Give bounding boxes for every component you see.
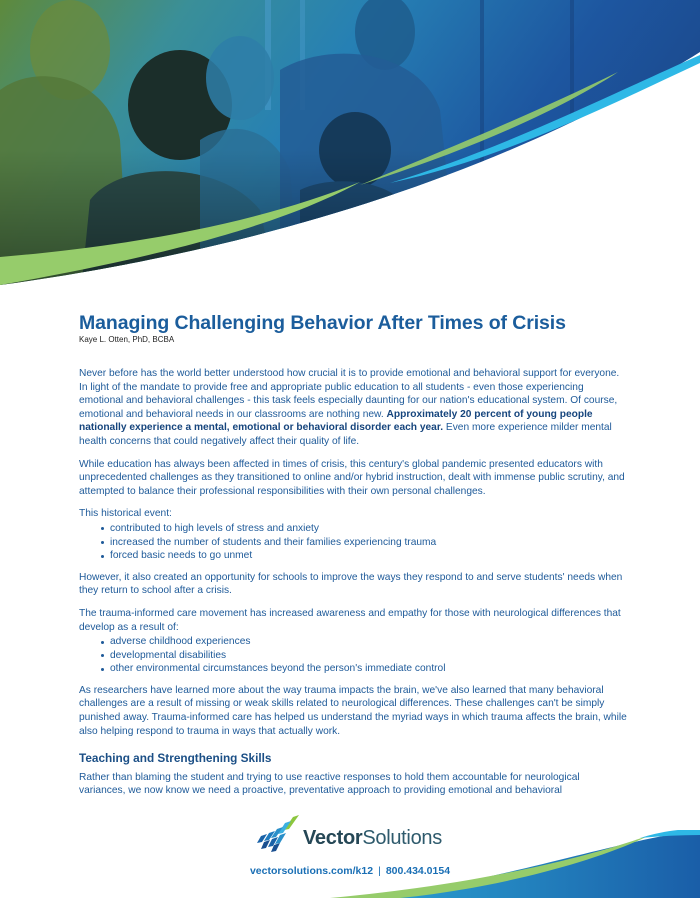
logo-wordmark: VectorSolutions xyxy=(303,827,442,849)
list-neurological-causes xyxy=(79,635,627,676)
article-title: Managing Challenging Behavior After Times of Crisis xyxy=(79,312,566,334)
list-item: adverse childhood experiences xyxy=(101,635,627,649)
paragraph-intro: Never before has the world better understood how crucial it is to provide emotional and behavioral support for everyone. In light of the mandate to provide free and appropriate public education to all students - even those experiencing emotional and behavioral challenges - this task feels especially daunting for our nation's educational system. Of course, emotional and behavioral needs in our classrooms are nothing new. Approximately 20 percent of young people nationally experience a mental, emotional or behavioral disorder each year. Even more experience milder mental health concerns that could negatively affect their quality of life. xyxy=(79,368,620,447)
list-item: contributed to high levels of stress and anxiety xyxy=(101,522,627,536)
article-author: Kaye L. Otten, PhD, BCBA xyxy=(79,335,175,344)
list-item: increased the number of students and their families experiencing trauma xyxy=(101,536,627,550)
vector-solutions-logo-icon xyxy=(253,815,303,857)
footer-contact xyxy=(0,865,700,877)
paragraph-pandemic: While education has always been affected in times of crisis, this century's global pandemic presented educators with unprecedented challenges as they transitioned to online and/or hybrid instruction, dealt with immense public scrutiny, and attempted to balance their professional responsibilities with their own personal challenges. xyxy=(79,458,625,497)
article-body xyxy=(79,312,627,807)
paragraph-teaching: Rather than blaming the student and trying to use reactive responses to hold them accountable for neurological variances, we now know we need a proactive, preventative approach to providing emotional and behavioral xyxy=(79,771,580,797)
hero-photo-image xyxy=(0,0,700,300)
vector-solutions-logo[interactable] xyxy=(253,815,453,857)
list-intro-trauma-informed: The trauma-informed care movement has increased awareness and empathy for those with neurological differences that develop as a result of: xyxy=(79,607,621,633)
list-item: other environmental circumstances beyond the person's immediate control xyxy=(101,662,627,676)
footer-url-link[interactable]: vectorsolutions.com/k12 xyxy=(249,865,374,877)
highlight-statistic: Approximately 20 percent of young people nationally experience a mental, emotional or behavioral disorder each year. xyxy=(79,408,593,434)
list-item: developmental disabilities xyxy=(101,649,627,663)
list-historical-effects xyxy=(79,522,627,563)
list-intro-historical-event: This historical event: xyxy=(79,508,172,520)
list-item: forced basic needs to go unmet xyxy=(101,549,627,563)
footer-separator: | xyxy=(378,865,381,877)
paragraph-opportunity: However, it also created an opportunity for schools to improve the ways they respond to and serve students' needs when they return to school after a crisis. xyxy=(79,571,623,597)
footer-phone-link[interactable]: 800.434.0154 xyxy=(385,865,451,877)
section-heading: Teaching and Strengthening Skills xyxy=(79,751,272,766)
hero-banner xyxy=(0,0,700,300)
paragraph-research: As researchers have learned more about the way trauma impacts the brain, we've also learned that many behavioral challenges are a result of missing or weak skills related to neurological differences. These challenges can't be simply punished away. Trauma-informed care has helped us understand the myriad ways in which trauma affects the brain, while also helping respond to trauma in ways that actually work. xyxy=(79,684,627,737)
